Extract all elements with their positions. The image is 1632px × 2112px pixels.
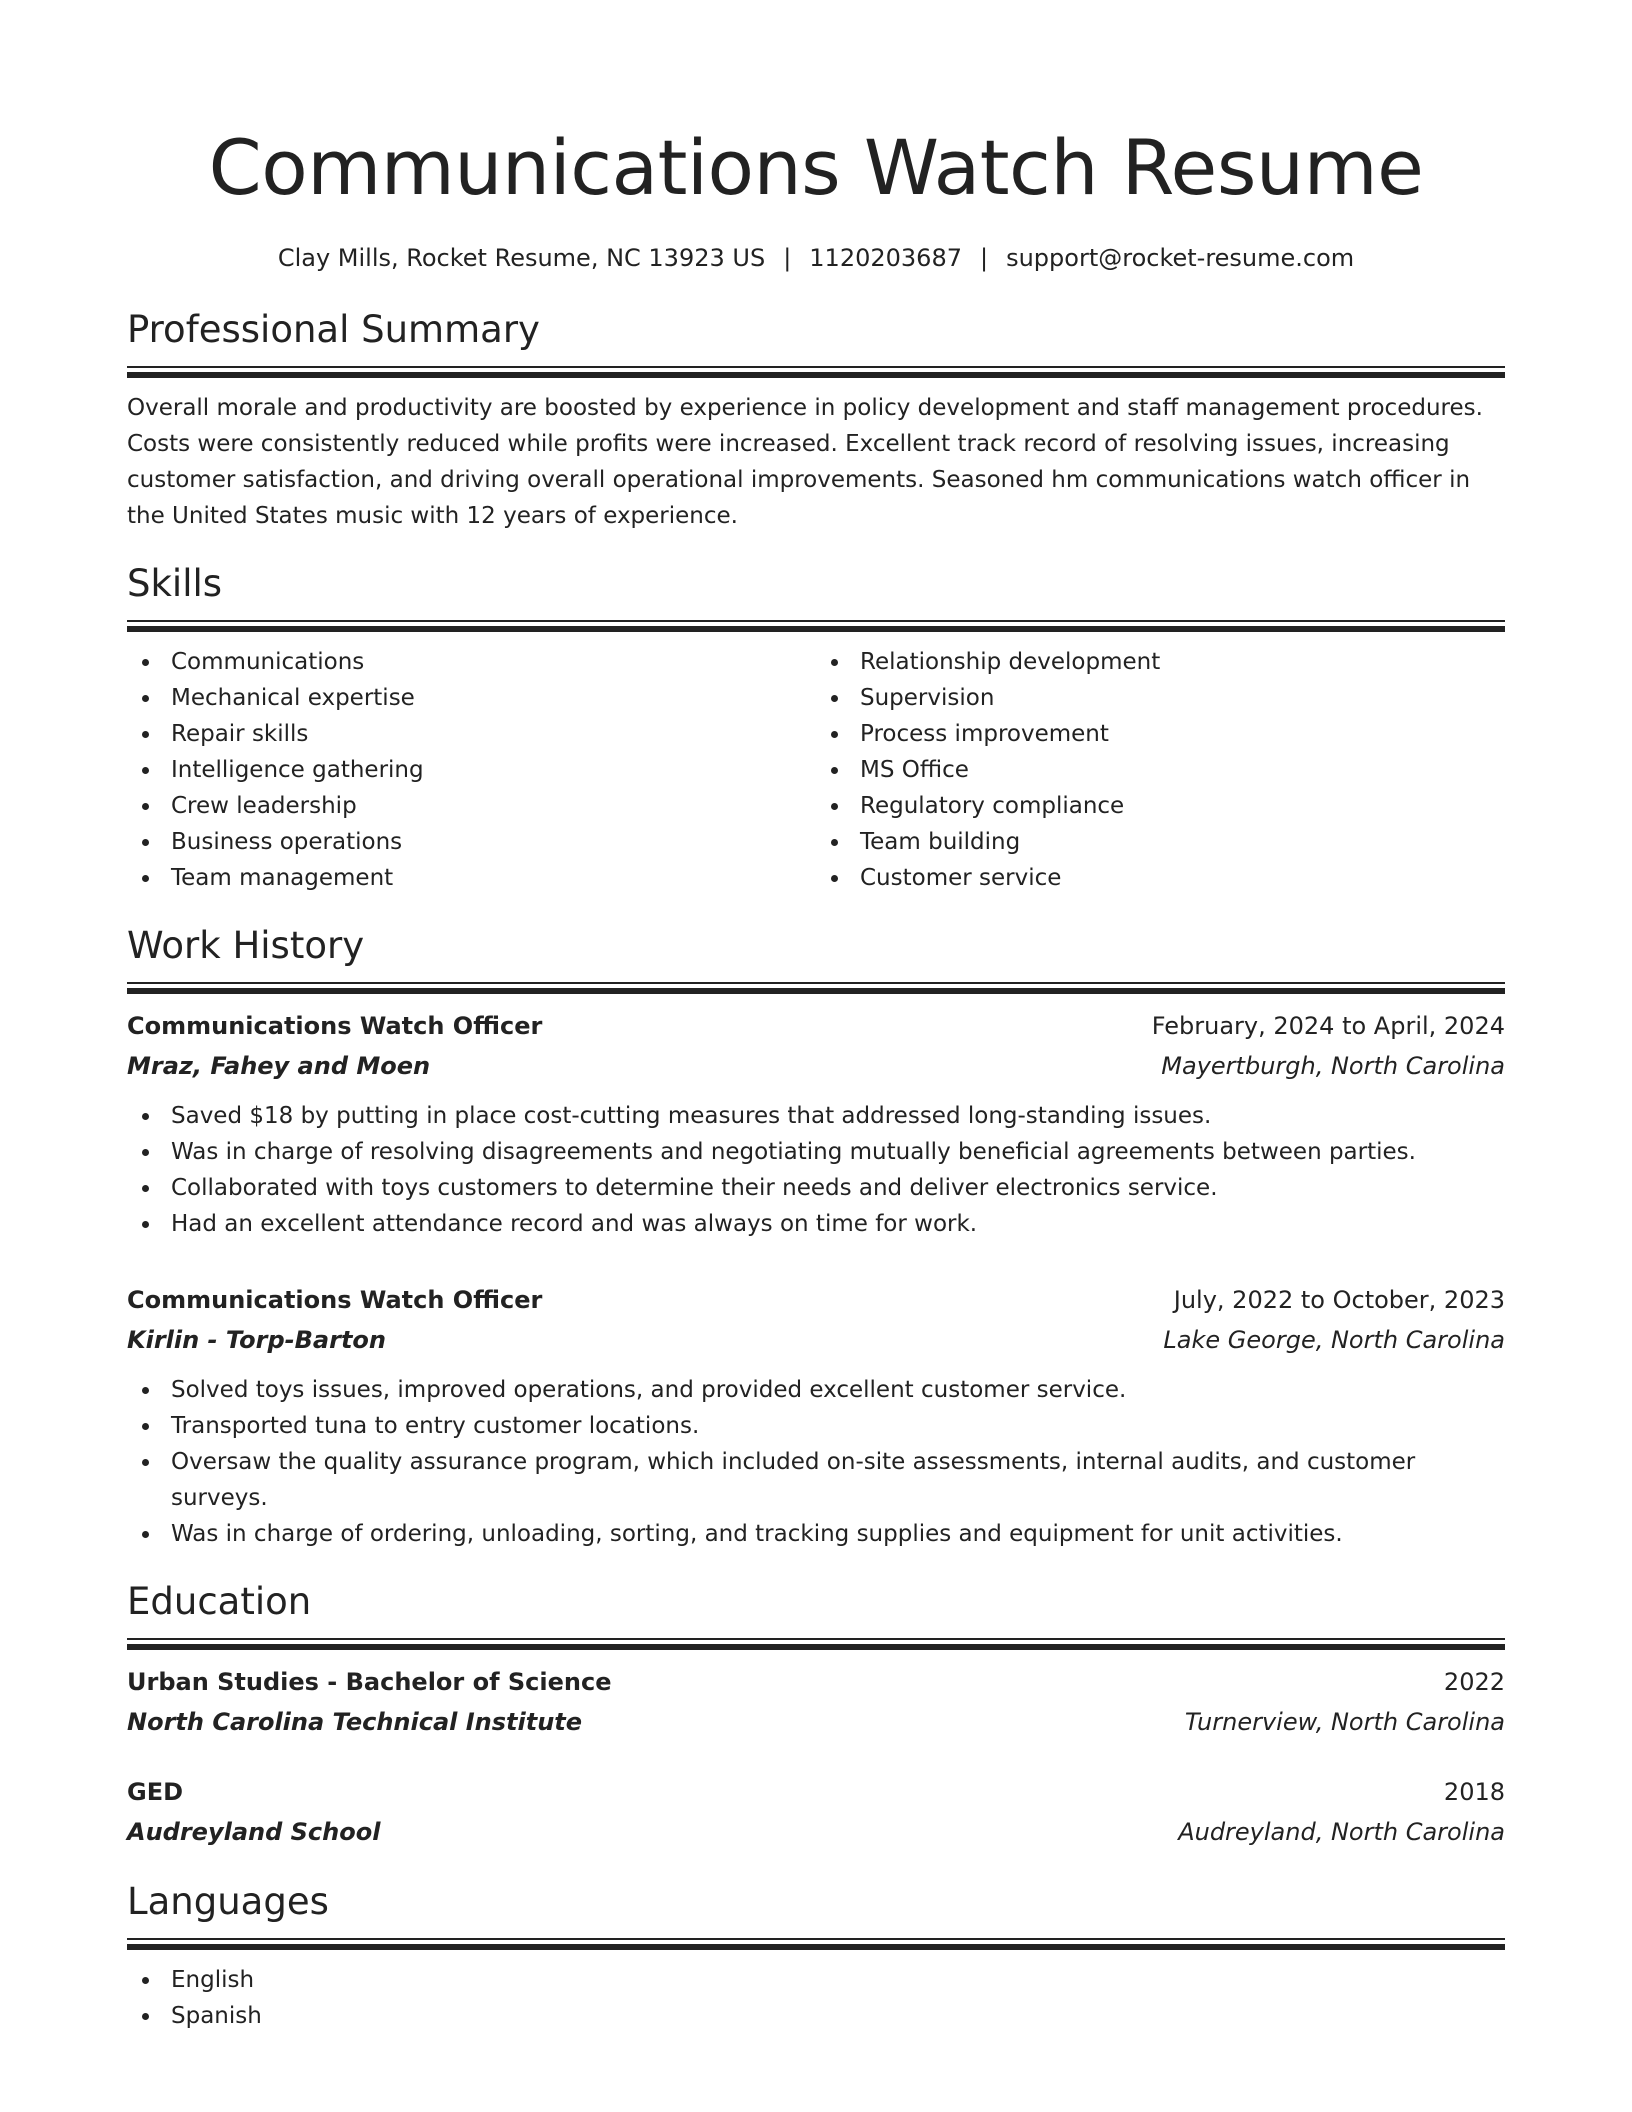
- languages-list: [127, 1962, 1505, 2034]
- contact-phone: 1120203687: [809, 244, 962, 272]
- section-divider: [127, 982, 1505, 994]
- education-location: Audreyland, North Carolina: [1178, 1818, 1505, 1846]
- education-section: [127, 1580, 1505, 1852]
- language-item: Spanish: [127, 1998, 1505, 2034]
- contact-address: Clay Mills, Rocket Resume, NC 13923 US: [277, 244, 766, 272]
- skill-item: Regulatory compliance: [816, 788, 1505, 824]
- job-company: Kirlin - Torp-Barton: [127, 1326, 386, 1354]
- job-bullet: Had an excellent attendance record and was always on time for work.: [127, 1206, 1505, 1242]
- skill-item: Mechanical expertise: [127, 680, 816, 716]
- education-location: Turnerview, North Carolina: [1184, 1708, 1505, 1736]
- contact-email: support@rocket-resume.com: [1006, 244, 1355, 272]
- resume-title: Communications Watch Resume: [208, 123, 1424, 212]
- skill-item: Relationship development: [816, 644, 1505, 680]
- job-bullet: Collaborated with toys customers to determine their needs and deliver electronics service.: [127, 1170, 1505, 1206]
- job-location: Mayertburgh, North Carolina: [1161, 1052, 1505, 1080]
- job-location: Lake George, North Carolina: [1163, 1326, 1505, 1354]
- skill-item: Customer service: [816, 860, 1505, 896]
- skills-grid: [127, 644, 1505, 896]
- section-divider: [127, 1638, 1505, 1650]
- summary-text: Overall morale and productivity are boosted by experience in policy development and staff management procedures. Costs were consistently reduced while profits were increased. Excellent track record of resolving issues, increasing customer satisfaction, and driving overall operational improvements. Seasoned hm communications watch officer in the United States music with 12 years of experience.: [127, 395, 1483, 529]
- contact-line: [127, 242, 1505, 274]
- education-year: 2022: [1443, 1668, 1505, 1696]
- skill-item: Crew leadership: [127, 788, 816, 824]
- education-school: Audreyland School: [127, 1818, 381, 1846]
- skill-item: Team management: [127, 860, 816, 896]
- job-entry: [127, 1006, 1505, 1242]
- education-entry: [127, 1662, 1505, 1742]
- education-heading: Education: [127, 1580, 312, 1623]
- job-dates: February, 2024 to April, 2024: [1151, 1012, 1505, 1040]
- skill-item: Team building: [816, 824, 1505, 860]
- section-divider: [127, 620, 1505, 632]
- skill-item: Communications: [127, 644, 816, 680]
- job-bullet: Oversaw the quality assurance program, which included on-site assessments, internal audits, and customer surveys.: [127, 1444, 1505, 1516]
- skills-list-left: [127, 644, 816, 896]
- skills-heading: Skills: [127, 562, 223, 605]
- skills-section: [127, 562, 1505, 896]
- contact-separator: |: [783, 244, 792, 272]
- education-entry: [127, 1772, 1505, 1852]
- job-bullets: [127, 1098, 1505, 1242]
- skill-item: Repair skills: [127, 716, 816, 752]
- languages-heading: Languages: [127, 1880, 329, 1923]
- contact-separator: |: [979, 244, 989, 272]
- education-year: 2018: [1443, 1778, 1505, 1806]
- job-title: Communications Watch Officer: [127, 1286, 543, 1314]
- skill-item: Process improvement: [816, 716, 1505, 752]
- skill-item: Supervision: [816, 680, 1505, 716]
- skill-item: MS Office: [816, 752, 1505, 788]
- work-section: [127, 924, 1505, 1552]
- job-dates: July, 2022 to October, 2023: [1173, 1286, 1505, 1314]
- section-divider: [127, 366, 1505, 378]
- section-divider: [127, 1938, 1505, 1950]
- job-bullet: Transported tuna to entry customer locations.: [127, 1408, 1505, 1444]
- job-bullets: [127, 1372, 1505, 1552]
- education-degree: Urban Studies - Bachelor of Science: [127, 1668, 612, 1696]
- job-bullet: Saved $18 by putting in place cost-cutting measures that addressed long-standing issues.: [127, 1098, 1505, 1134]
- summary-heading: Professional Summary: [127, 308, 540, 351]
- work-heading: Work History: [127, 924, 365, 967]
- education-degree: GED: [127, 1778, 184, 1806]
- job-bullet: Solved toys issues, improved operations, and provided excellent customer service.: [127, 1372, 1505, 1408]
- languages-section: [127, 1880, 1505, 2034]
- job-bullet: Was in charge of ordering, unloading, sorting, and tracking supplies and equipment for unit activities.: [127, 1516, 1505, 1552]
- skills-list-right: [816, 644, 1505, 896]
- job-company: Mraz, Fahey and Moen: [127, 1052, 431, 1080]
- skill-item: Business operations: [127, 824, 816, 860]
- education-school: North Carolina Technical Institute: [127, 1708, 583, 1736]
- summary-section: [127, 308, 1505, 534]
- job-bullet: Was in charge of resolving disagreements and negotiating mutually beneficial agreements between parties.: [127, 1134, 1505, 1170]
- skill-item: Intelligence gathering: [127, 752, 816, 788]
- job-title: Communications Watch Officer: [127, 1012, 543, 1040]
- job-entry: [127, 1280, 1505, 1552]
- language-item: English: [127, 1962, 1505, 1998]
